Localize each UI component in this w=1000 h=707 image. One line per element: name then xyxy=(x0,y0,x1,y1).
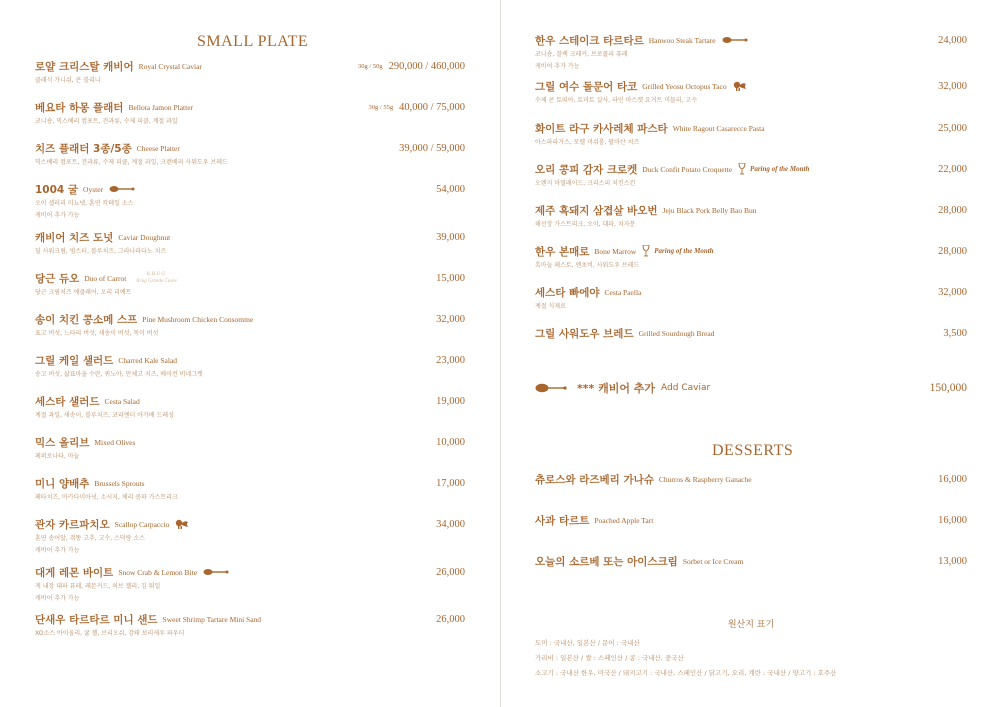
menu-item xyxy=(535,32,967,72)
item-name-en: Pine Mushroom Chicken Consomme xyxy=(142,314,254,324)
item-name-en: Royal Crystal Caviar xyxy=(138,61,202,71)
item-name-en: Grilled Sourdough Bread xyxy=(638,328,715,338)
item-name-ko: 오늘의 소르베 또는 아이스크림 xyxy=(535,555,678,568)
item-note: 캐비어 추가 가능 xyxy=(535,63,580,70)
dessert-item xyxy=(535,553,967,569)
item-name-en: Grilled Yeosu Octopus Taco xyxy=(642,81,727,91)
item-price: 26,000 xyxy=(436,566,465,578)
item-price: 39,000 / 59,000 xyxy=(399,142,465,154)
item-name-en: Sweet Shrimp Tartare Mini Sand xyxy=(162,614,262,624)
item-description: 페타치즈, 마카다미아넛, 소시지, 체리 콤파 가스트리크 xyxy=(35,494,178,501)
pairing-label: Paring of the Month xyxy=(750,165,810,173)
item-description: 코니숑, 블랙 크래커, 브로콜리 퓨레 xyxy=(535,51,628,58)
item-price: 16,000 xyxy=(938,473,967,485)
item-description: 아스파라거스, 모렐 머쉬룸, 팔마산 치즈 xyxy=(535,139,640,146)
item-price: 16,000 xyxy=(938,514,967,526)
dessert-item xyxy=(535,512,967,528)
item-name-ko: 한우 본매로 xyxy=(535,245,590,258)
item-weight: 30g / 50g xyxy=(358,62,383,70)
item-name-ko: 대게 레몬 바이트 xyxy=(35,566,114,579)
item-description: 해선장 가스트리크, 오이, 대파, 치자분 xyxy=(535,221,636,228)
item-description: 코니숑, 믹스베리 컴포트, 견과류, 수제 피클, 계절 과일 xyxy=(35,118,178,125)
krug-badge-sub: Krug Grande Cuvée xyxy=(136,279,177,284)
item-name-en: Cesta Salad xyxy=(104,396,140,406)
item-name-ko: 치즈 플래터 3종/5종 xyxy=(35,142,132,155)
item-price: 34,000 xyxy=(436,518,465,530)
origin-line: 도미 : 국내산, 일본산 / 문어 : 국내산 xyxy=(535,639,640,647)
item-description: 계절 과일, 새송이, 블루치즈, 코리앤더 아가베 드레싱 xyxy=(35,412,174,419)
item-name-en: Oyster xyxy=(83,184,104,194)
item-name-en: Duo of Carrot xyxy=(84,273,127,283)
item-name-ko: 그릴 케일 샐러드 xyxy=(35,354,114,367)
item-description: 페퍼로나타, 마늘 xyxy=(35,453,80,460)
item-name-en: Jeju Black Pork Belly Bao Bun xyxy=(662,205,757,215)
item-name-ko: 송이 치킨 콩소메 스프 xyxy=(35,313,138,326)
small-plate-title: SMALL PLATE xyxy=(197,33,309,50)
item-note: 캐비어 추가 가능 xyxy=(35,547,80,554)
item-price: 290,000 / 460,000 xyxy=(388,60,465,72)
item-name-en: Caviar Doughnut xyxy=(118,232,171,242)
item-price: 22,000 xyxy=(938,163,967,175)
item-price: 26,000 xyxy=(436,613,465,625)
krug-badge-label: KRUG xyxy=(146,271,167,277)
item-name-ko: 세스타 빠에야 xyxy=(535,286,600,299)
item-name-en: Churros & Raspberry Ganache xyxy=(658,474,752,484)
dessert-item xyxy=(535,471,967,487)
add-caviar-price: 150,000 xyxy=(929,382,967,394)
menu-item xyxy=(35,564,465,604)
menu-item xyxy=(35,270,465,298)
item-price: 23,000 xyxy=(436,354,465,366)
menu-item xyxy=(535,120,967,148)
item-name-ko: 캐비어 치즈 도넛 xyxy=(35,231,114,244)
item-name-en: Bellota Jamon Platter xyxy=(128,102,194,112)
item-name-en: Bone Marrow xyxy=(594,246,637,256)
menu-item xyxy=(535,243,967,271)
item-name-en: White Ragout Casarecce Pasta xyxy=(672,123,765,133)
item-name-ko: 제주 흑돼지 삼겹살 바오번 xyxy=(535,204,658,217)
item-price: 24,000 xyxy=(938,34,967,46)
caviar-spoon-icon xyxy=(722,36,748,44)
krug-badge xyxy=(136,271,177,285)
menu-item xyxy=(535,161,967,189)
item-price: 28,000 xyxy=(938,245,967,257)
desserts-title: DESSERTS xyxy=(712,442,794,459)
page-divider xyxy=(500,0,501,707)
item-description: 수제 콘 토띠아, 토마토 살사, 라인 마스캣 요거트 미믈리, 고수 xyxy=(535,97,697,104)
item-name-ko: 미니 양배추 xyxy=(35,477,90,490)
item-name-en: Brussels Sprouts xyxy=(94,478,145,488)
item-description: 딜 사워크림, 빔스터, 블루치즈, 그라나파다노 치즈 xyxy=(35,248,167,255)
item-price: 13,000 xyxy=(938,555,967,567)
item-name-ko: 세스타 샐러드 xyxy=(35,395,100,408)
item-name-en: Sorbet or Ice Cream xyxy=(682,556,744,566)
item-name-ko: 사과 타르트 xyxy=(535,514,590,527)
item-price: 28,000 xyxy=(938,204,967,216)
caviar-tin-icon xyxy=(535,383,567,393)
caviar-spoon-icon xyxy=(203,568,229,576)
item-description: XO소스 아이올리, 귤 젤, 브리오쉬, 감태 보리새우 파우더 xyxy=(35,630,185,637)
item-note: 캐비어 추가 가능 xyxy=(35,212,80,219)
item-name-ko: 단새우 타르타르 미니 샌드 xyxy=(35,613,158,626)
item-name-ko: 오리 콩피 감자 크로켓 xyxy=(535,163,638,176)
item-name-ko: 한우 스테이크 타르타르 xyxy=(535,34,644,47)
menu-item xyxy=(35,181,465,221)
menu-item xyxy=(35,140,465,168)
origin-line: 소고기 : 국내산 한우, 미국산 / 돼지고기 : 국내산, 스페인산 / 닭고기, 오리, 계란 : 국내산 / 양고기 : 호주산 xyxy=(535,669,837,677)
item-description: 오렌지 마멀레이드, 크리스피 치킨스킨 xyxy=(535,180,636,187)
add-caviar-ko: *** 캐비어 추가 xyxy=(577,382,656,395)
menu-item xyxy=(535,325,967,341)
item-name-en: Snow Crab & Lemon Bite xyxy=(118,567,198,577)
item-name-ko: 화이트 라구 카사레체 파스타 xyxy=(535,122,668,135)
item-name-ko: 츄로스와 라즈베리 가나슈 xyxy=(535,473,654,486)
item-description: 게 내장 대파 퓨레, 레몬커드, 허브 젤리, 김 튀일 xyxy=(35,583,161,590)
item-name-ko: 로얄 크리스탈 캐비어 xyxy=(35,60,134,73)
item-price: 39,000 xyxy=(436,231,465,243)
item-name-ko: 그릴 여수 돌문어 타코 xyxy=(535,80,638,93)
menu-item xyxy=(35,352,465,380)
item-price: 19,000 xyxy=(436,395,465,407)
item-price: 54,000 xyxy=(436,183,465,195)
wine-glass-icon xyxy=(738,163,746,175)
item-price: 17,000 xyxy=(436,477,465,489)
item-description: 당근 크림치즈 에클레어, 오리 리예트 xyxy=(35,289,132,296)
menu-item xyxy=(35,229,465,257)
menu-item xyxy=(35,311,465,339)
item-name-ko: 믹스 올리브 xyxy=(35,436,90,449)
menu-item xyxy=(535,202,967,230)
item-name-en: Cesta Paella xyxy=(604,287,642,297)
add-caviar-row xyxy=(535,379,967,397)
menu-item xyxy=(35,611,465,639)
caviar-spoon-icon xyxy=(109,185,135,193)
item-name-en: Scallop Carpaccio xyxy=(114,519,170,529)
item-description: 표고 버섯, 느타리 버섯, 새송이 버섯, 목이 버섯 xyxy=(35,330,159,337)
item-name-en: Charred Kale Salad xyxy=(118,355,178,365)
menu-item xyxy=(35,99,465,127)
menu-item xyxy=(535,78,967,106)
octopus-icon xyxy=(175,518,189,530)
item-name-ko: 관자 카르파치오 xyxy=(35,518,110,531)
item-description: 오이 셀러리 미뇨넷, 훈연 칵테일 소스 xyxy=(35,200,134,207)
item-description: 송고 버섯, 삶표마을 수란, 퀴노아, 만체고 치즈, 베이컨 비네그렛 xyxy=(35,371,203,378)
item-price: 15,000 xyxy=(436,272,465,284)
menu-item xyxy=(35,393,465,421)
menu-item xyxy=(35,516,465,556)
item-description: 믹스베리 컴포트, 견과류, 수제 피클, 계절 과일, 크랜베리 사워도우 브레드 xyxy=(35,159,228,166)
wine-glass-icon xyxy=(642,245,650,257)
item-name-en: Poached Apple Tart xyxy=(594,515,654,525)
add-caviar-en: Add Caviar xyxy=(661,383,711,393)
item-price: 32,000 xyxy=(436,313,465,325)
origin-notice xyxy=(535,617,967,681)
item-weight: 30g / 55g xyxy=(368,103,394,111)
item-description: 계절 식재료 xyxy=(535,303,566,310)
item-name-en: Cheese Platter xyxy=(136,143,180,153)
item-name-ko: 1004 굴 xyxy=(35,183,79,196)
item-name-en: Mixed Olives xyxy=(94,437,136,447)
menu-item xyxy=(35,475,465,503)
item-name-ko: 그릴 사워도우 브레드 xyxy=(535,327,634,340)
item-price: 40,000 / 75,000 xyxy=(399,101,465,113)
menu-item xyxy=(35,58,465,86)
item-description: 훈연 송어알, 쥐똥 고추, 고수, 스덕랑 소스 xyxy=(35,535,145,542)
item-name-ko: 당근 듀오 xyxy=(35,272,80,285)
item-price: 10,000 xyxy=(436,436,465,448)
item-name-en: Duck Confit Potato Croquette xyxy=(642,164,733,174)
item-description: 클래식 가니쉬, 콘 블리니 xyxy=(35,77,101,84)
item-note: 캐비어 추가 가능 xyxy=(35,595,80,602)
pairing-label: Paring of the Month xyxy=(654,247,714,255)
item-description: 흑마늘 페스토, 엔초비, 사워도우 브레드 xyxy=(535,262,640,269)
item-name-ko: 베요타 하몽 플래터 xyxy=(35,101,124,114)
octopus-icon xyxy=(733,80,747,92)
origin-line: 가리비 : 일본산 / 쌀 : 스페인산 / 콩 : 국내산, 중국산 xyxy=(535,654,684,662)
item-price: 32,000 xyxy=(938,80,967,92)
item-price: 32,000 xyxy=(938,286,967,298)
menu-item xyxy=(535,284,967,312)
item-price: 3,500 xyxy=(943,327,967,339)
origin-title: 원산지 표기 xyxy=(727,620,775,630)
item-name-en: Hanwoo Steak Tartare xyxy=(648,35,716,45)
menu-item xyxy=(35,434,465,462)
item-price: 25,000 xyxy=(938,122,967,134)
